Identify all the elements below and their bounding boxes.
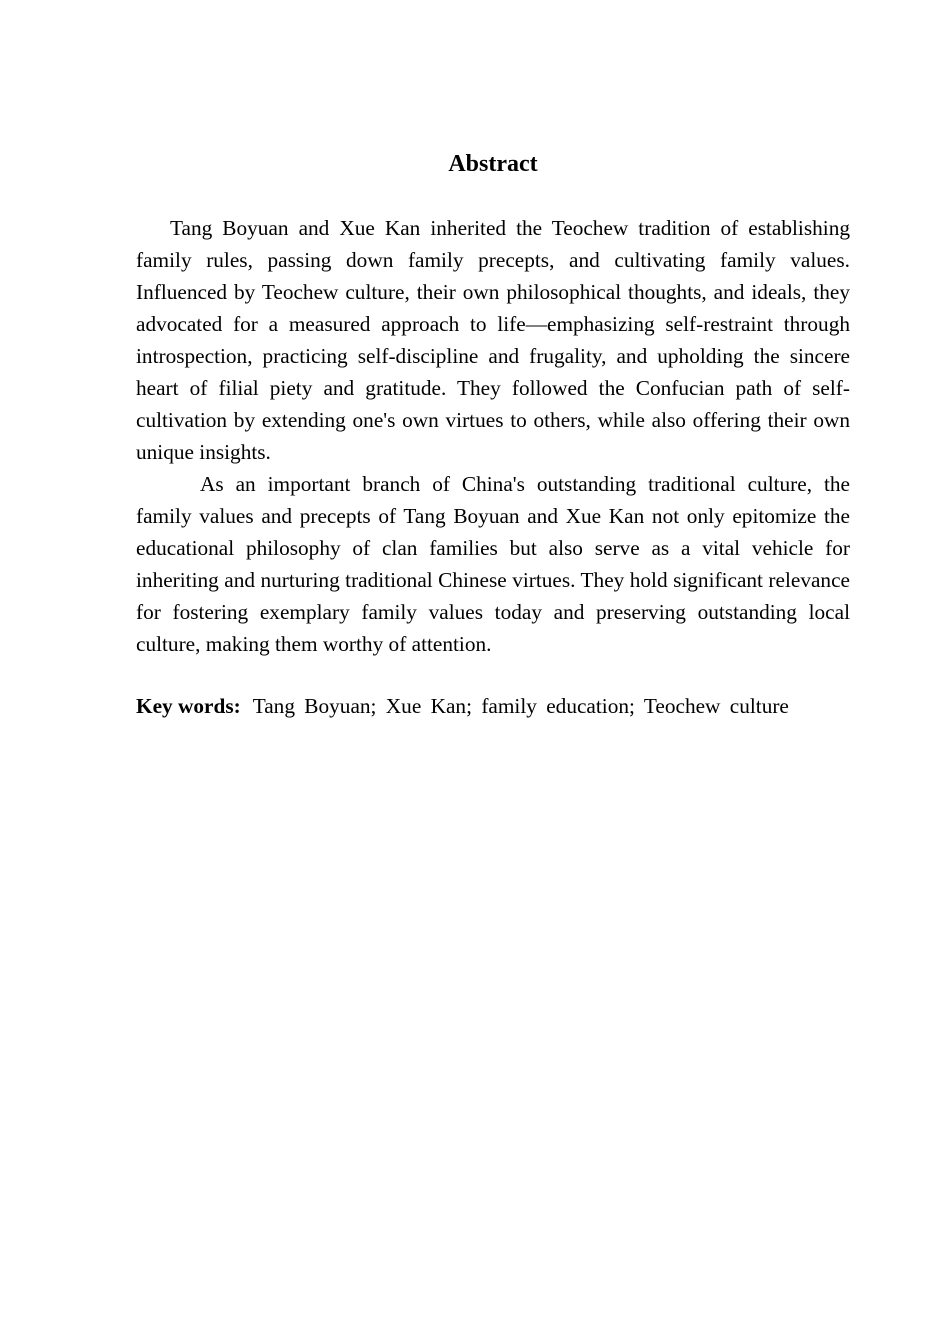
abstract-paragraph-1: Tang Boyuan and Xue Kan inherited the Teochew tradition of establishing family rules, passing down family precepts, and cultivating family values. Influenced by Teochew culture, their own philosophical thoughts, and ideals, they advocated for a measured approach to life—emphasizing self-restraint through introspection, practicing self-discipline and frugality, and upholding the sincere heart of filial piety and gratitude. They followed the Confucian path of self-cultivation by extending one's own virtues to others, while also offering their own unique insights. (136, 216, 850, 464)
abstract-title: Abstract (448, 151, 538, 177)
keywords-label: Key words: (136, 694, 241, 718)
abstract-paragraph-2: As an important branch of China's outstanding traditional culture, the family values and precepts of Tang Boyuan and Xue Kan not only epitomize the educational philosophy of clan families but also serve as a vital vehicle for inheriting and nurturing traditional Chinese virtues. They hold significant relevance for fostering exemplary family values today and preserving outstanding local culture, making them worthy of attention. (136, 472, 850, 656)
keywords-list: Tang Boyuan; Xue Kan; family education; Teochew culture (252, 694, 789, 718)
keywords-line (136, 690, 850, 722)
abstract-body (136, 212, 850, 660)
